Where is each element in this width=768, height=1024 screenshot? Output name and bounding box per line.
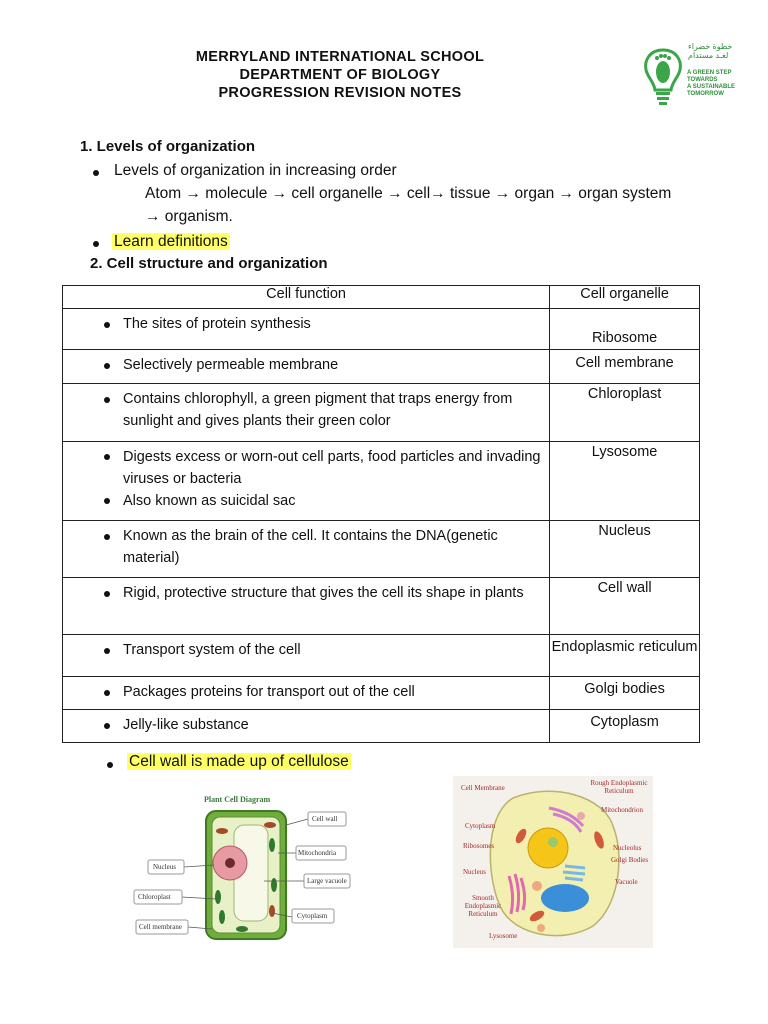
label-chloroplast: Chloroplast [138, 893, 171, 901]
organelle-name: Cytoplasm [590, 714, 659, 730]
cellulose-note: Cell wall is made up of cellulose [129, 753, 349, 770]
section-2-title: 2. Cell structure and organization [90, 255, 328, 272]
label-smooth-er: Smooth Endoplasmic Reticulum [464, 894, 502, 918]
function-text: Packages proteins for transport out of the cell [123, 684, 415, 700]
label-cell-membrane: Cell membrane [139, 923, 182, 931]
label-nucleus: Nucleus [153, 863, 176, 871]
table-row [63, 521, 700, 578]
function-text: Rigid, protective structure that gives the cell its shape in plants [123, 585, 524, 601]
label-nucleus: Nucleus [463, 868, 486, 876]
organelle-name: Nucleus [598, 523, 651, 539]
logo-english-text: A GREEN STEP TOWARDS A SUSTAINABLE TOMORROW [687, 70, 735, 97]
table-row [63, 309, 700, 350]
function-text: Jelly-like substance [123, 717, 249, 733]
lightbulb-footprint-icon [640, 42, 686, 108]
label-cell-membrane: Cell Membrane [461, 784, 505, 792]
organelle-name: Endoplasmic reticulum [551, 639, 698, 655]
plant-cell-diagram [132, 785, 360, 945]
organelle-name: Chloroplast [587, 386, 662, 402]
organelle-name: Cell membrane [575, 355, 674, 371]
function-text: Also known as suicidal sac [123, 493, 296, 509]
school-name: MERRYLAND INTERNATIONAL SCHOOL [195, 49, 485, 65]
table-row [63, 384, 700, 442]
levels-order-line-2: → organism. [145, 208, 233, 225]
levels-order-line-1: Atom → molecule → cell organelle → cell→ tissue → organ → organ system [145, 185, 672, 202]
department-name: DEPARTMENT OF BIOLOGY [239, 67, 441, 83]
bullet-dot [93, 170, 99, 176]
label-cytoplasm: Cytoplasm [465, 822, 496, 830]
label-vacuole: Vacuole [615, 878, 638, 886]
document-title: PROGRESSION REVISION NOTES [218, 85, 462, 101]
organelle-name: Golgi bodies [584, 681, 665, 697]
column-header-organelle: Cell organelle [550, 286, 700, 309]
function-text: Contains chlorophyll, a green pigment that traps energy from sunlight and gives plants their green color [123, 391, 513, 429]
animal-cell-diagram [453, 776, 653, 948]
organelle-name: Lysosome [591, 444, 658, 460]
plant-diagram-title: Plant Cell Diagram [204, 795, 271, 804]
function-text: Transport system of the cell [123, 642, 301, 658]
levels-bullet: Levels of organization in increasing order [114, 162, 397, 179]
cell-organelle-table [62, 285, 700, 743]
label-lysosome: Lysosome [489, 932, 518, 940]
table-row [63, 442, 700, 521]
label-mitochondria: Mitochondria [298, 849, 337, 857]
table-header-row [63, 286, 700, 309]
label-cytoplasm: Cytoplasm [297, 912, 328, 920]
table-row [63, 578, 700, 635]
function-text: Known as the brain of the cell. It contains the DNA(genetic material) [123, 528, 498, 566]
table-row [63, 350, 700, 384]
label-cell-wall: Cell wall [312, 815, 338, 823]
label-ribosomes: Ribosomes [463, 842, 495, 850]
label-mitochondrion: Mitochondrion [601, 806, 643, 814]
bullet-dot [107, 762, 113, 768]
label-large-vacuole: Large vacuole [307, 877, 347, 885]
table-row [63, 710, 700, 743]
table-row [63, 677, 700, 710]
function-text: The sites of protein synthesis [123, 316, 311, 332]
table-row [63, 635, 700, 677]
bullet-dot [93, 241, 99, 247]
label-golgi-bodies: Golgi Bodies [611, 856, 649, 864]
section-1-title: 1. Levels of organization [80, 138, 256, 155]
label-nucleolus: Nucleolus [613, 844, 642, 852]
learn-definitions-bullet: Learn definitions [114, 233, 228, 250]
column-header-function: Cell function [63, 286, 550, 309]
organelle-name: Ribosome [591, 330, 658, 346]
label-rough-er: Rough Endoplasmic Reticulum [590, 779, 648, 795]
function-text: Digests excess or worn-out cell parts, food particles and invading viruses or bacteria [123, 449, 541, 487]
green-step-logo [640, 42, 740, 108]
function-text: Selectively permeable membrane [123, 357, 339, 373]
logo-arabic-text: خطوة خضراء لغـد مستدام [688, 42, 733, 60]
document-header [120, 48, 560, 102]
organelle-name: Cell wall [597, 580, 652, 596]
